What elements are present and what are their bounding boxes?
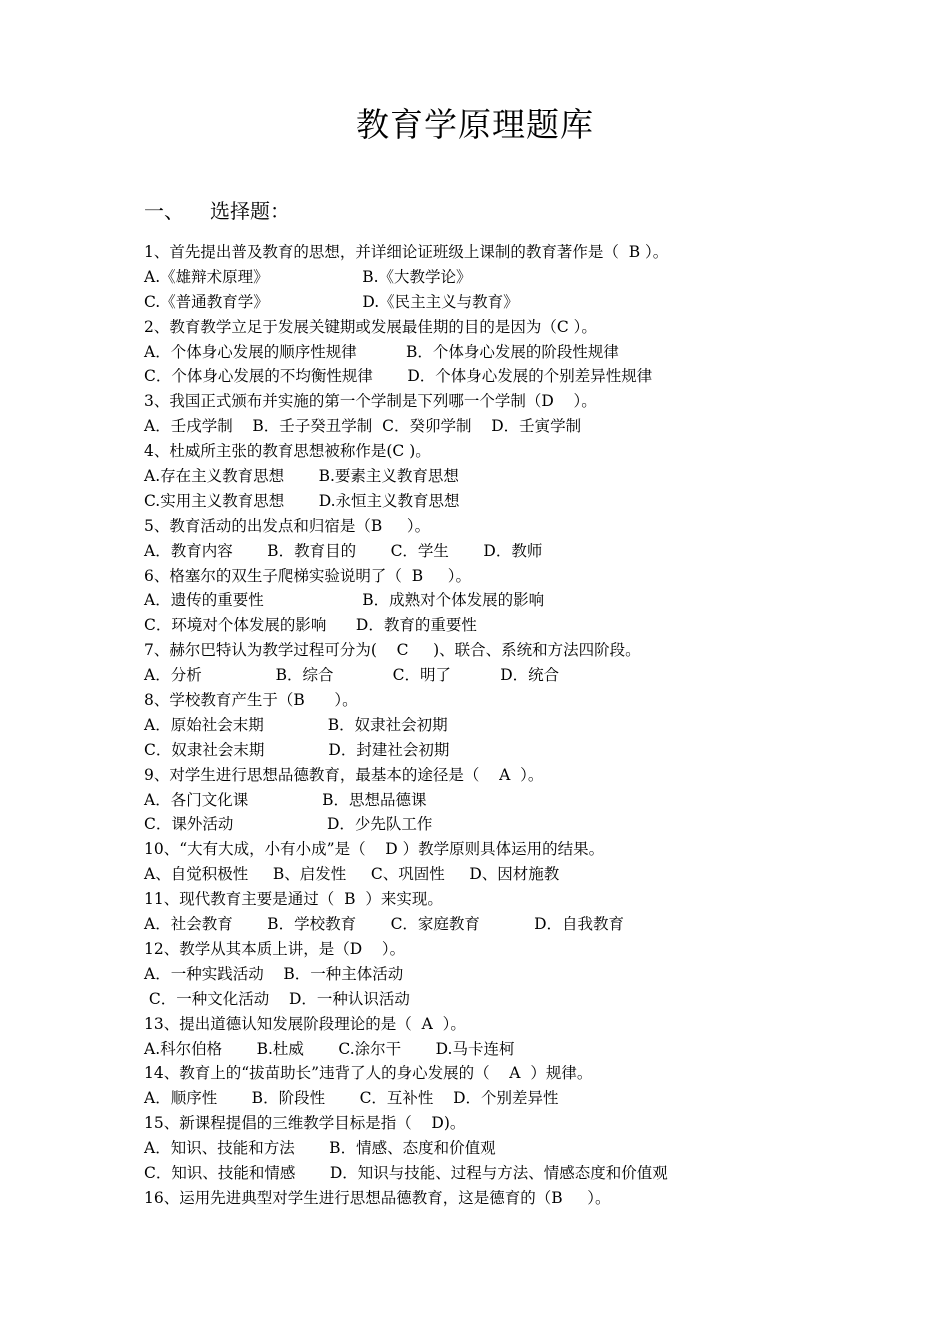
text-line: 15、新课程提倡的三维教学目标是指（ D)。	[144, 1114, 466, 1133]
text-line: A．社会教育 B．学校教育 C．家庭教育 D．自我教育	[144, 915, 625, 934]
text-line: C．环境对个体发展的影响 D．教育的重要性	[144, 616, 477, 635]
text-line: 14、教育上的“拔苗助长”违背了人的身心发展的（ A ）规律。	[144, 1064, 593, 1083]
text-line: 10、“大有大成，小有小成”是（ D ）教学原则具体运用的结果。	[144, 840, 605, 859]
text-line: A．知识、技能和方法 B．情感、态度和价值观	[144, 1139, 496, 1158]
text-line: A．一种实践活动 B．一种主体活动	[144, 964, 404, 983]
text-line: A.《雄辩术原理》 B.《大教学论》	[144, 267, 472, 286]
page-title: 教育学原理题库	[356, 105, 594, 144]
text-line: A．壬戌学制 B．壬子癸丑学制 C．癸卯学制 D．壬寅学制	[144, 417, 582, 436]
text-line: A.存在主义教育思想 B.要素主义教育思想	[144, 467, 459, 486]
text-line: A．顺序性 B．阶段性 C．互补性 D．个别差异性	[144, 1089, 559, 1108]
text-line: 13、提出道德认知发展阶段理论的是（ A ）。	[144, 1014, 466, 1033]
text-line: A.科尔伯格 B.杜威 C.涂尔干 D.马卡连柯	[144, 1039, 515, 1058]
text-line: 9、对学生进行思想品德教育，最基本的途径是（ A ）。	[144, 765, 544, 784]
text-line: 1、首先提出普及教育的思想，并详细论证班级上课制的教育著作是（ B ）。	[144, 243, 669, 261]
section-heading	[144, 196, 290, 226]
text-line: A．教育内容 B．教育目的 C．学生 D．教师	[144, 541, 543, 560]
text-line: C．一种文化活动 D．一种认识活动	[144, 989, 410, 1008]
text-line: C.《普通教育学》 D.《民主主义与教育》	[144, 292, 519, 311]
text-line: A．各门文化课 B．思想品德课	[144, 790, 427, 809]
text-line: A．原始社会末期 B．奴隶社会初期	[144, 715, 448, 734]
text-line: 16、运用先进典型对学生进行思想品德教育，这是德育的（B ）。	[144, 1188, 611, 1207]
text-line: C．奴隶社会末期 D．封建社会初期	[144, 740, 450, 759]
text-line: 11、现代教育主要是通过（ B ）来实现。	[144, 890, 443, 909]
text-line: A．个体身心发展的顺序性规律 B．个体身心发展的阶段性规律	[144, 342, 619, 361]
text-line: 4、杜威所主张的教育思想被称作是(C )。	[144, 442, 431, 461]
text-line: C．知识、技能和情感 D．知识与技能、过程与方法、情感态度和价值观	[144, 1163, 668, 1182]
text-line: C.实用主义教育思想 D.永恒主义教育思想	[144, 491, 460, 510]
text-line: A．分析 B．综合 C．明了 D．统合	[144, 666, 560, 685]
text-line: 12、教学从其本质上讲，是（D ）。	[144, 939, 406, 958]
text-line: A、自觉积极性 B、启发性 C、巩固性 D、因材施教	[144, 865, 560, 884]
text-line: A．遗传的重要性 B．成熟对个体发展的影响	[144, 591, 545, 610]
text-line: 3、我国正式颁布并实施的第一个学制是下列哪一个学制（D ）。	[144, 392, 597, 411]
text-line: 2、教育教学立足于发展关键期或发展最佳期的目的是因为（C ）。	[144, 317, 597, 336]
text-line: C．课外活动 D．少先队工作	[144, 815, 433, 834]
text-line: 6、格塞尔的双生子爬梯实验说明了（ B ）。	[144, 566, 471, 585]
text-line: 7、赫尔巴特认为教学过程可分为( C )、联合、系统和方法四阶段。	[144, 641, 641, 660]
section-title: 选择题：	[210, 199, 290, 223]
section-number: 一、	[144, 199, 184, 223]
question-list	[144, 240, 864, 1211]
text-line: 8、学校教育产生于（B ）。	[144, 691, 358, 710]
text-line: 5、教育活动的出发点和归宿是（B ）。	[144, 516, 431, 535]
text-line: C．个体身心发展的不均衡性规律 D．个体身心发展的个别差异性规律	[144, 367, 653, 386]
